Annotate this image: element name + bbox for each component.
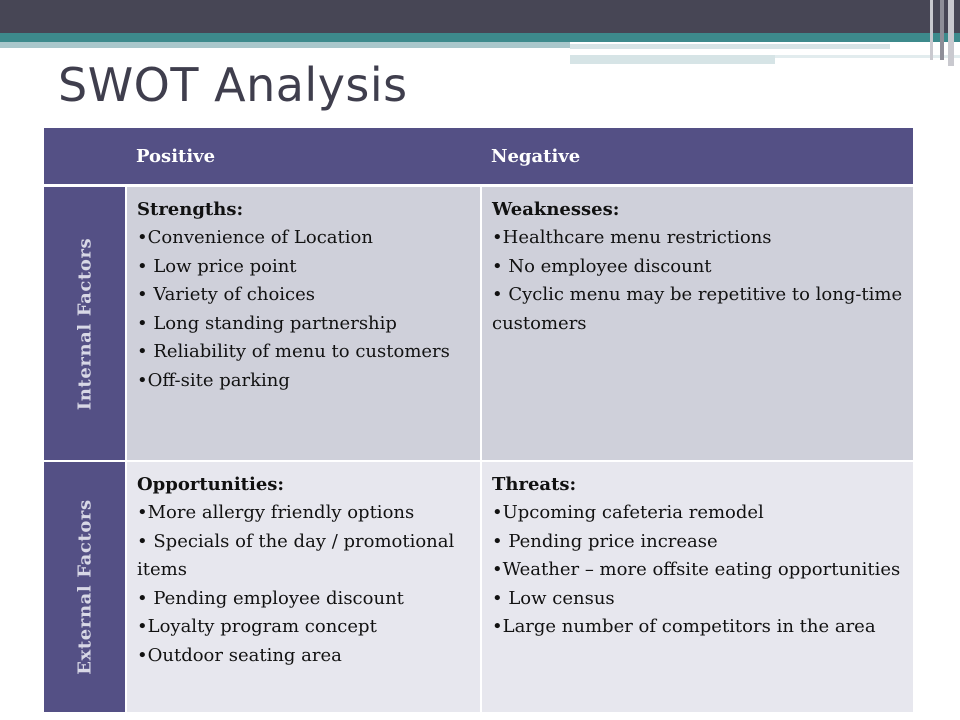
- list-item: • Low census: [492, 587, 615, 609]
- list-item: • Long standing partnership: [137, 312, 397, 334]
- top-bar-teal: [0, 33, 960, 42]
- weaknesses-heading: Weaknesses:: [492, 199, 620, 220]
- threats-heading: Threats:: [492, 474, 577, 495]
- column-header-negative: Negative: [481, 128, 913, 186]
- corner-stripe-2: [940, 0, 944, 60]
- strengths-cell: [126, 186, 481, 462]
- internal-row: [44, 186, 913, 462]
- opportunities-cell: [126, 461, 481, 712]
- list-item: •Large number of competitors in the area: [492, 616, 876, 637]
- list-item: • No employee discount: [492, 255, 712, 277]
- list-item: • Variety of choices: [137, 284, 316, 305]
- opportunities-heading: Opportunities:: [137, 474, 285, 495]
- list-item: •Convenience of Location: [137, 227, 373, 248]
- list-item: •Upcoming cafeteria remodel: [492, 502, 764, 523]
- header-row: [44, 128, 913, 186]
- top-bar-light-accent: [570, 44, 890, 49]
- list-item: • Specials of the day / promotional items: [137, 530, 455, 580]
- weaknesses-list: [492, 224, 903, 338]
- list-item: •Healthcare menu restrictions: [492, 227, 772, 248]
- row-header-internal: [44, 186, 126, 462]
- slide-title: SWOT Analysis: [58, 58, 408, 112]
- external-row: [44, 461, 913, 712]
- threats-cell: [481, 461, 913, 712]
- list-item: •Weather – more offsite eating opportunities: [492, 559, 901, 580]
- column-header-positive: Positive: [126, 128, 481, 186]
- list-item: • Pending employee discount: [137, 587, 404, 609]
- weaknesses-cell: [481, 186, 913, 462]
- list-item: •Loyalty program concept: [137, 616, 377, 637]
- strengths-heading: Strengths:: [137, 199, 244, 220]
- list-item: •Off-site parking: [137, 369, 290, 391]
- top-bar-dark: [0, 0, 960, 33]
- corner-cell: [44, 128, 126, 186]
- corner-stripe-1: [930, 0, 933, 60]
- internal-factors-label: Internal Factors: [74, 237, 95, 410]
- list-item: • Reliability of menu to customers: [137, 341, 450, 362]
- list-item: • Low price point: [137, 255, 297, 277]
- list-item: • Pending price increase: [492, 530, 718, 552]
- opportunities-list: [137, 499, 470, 670]
- top-bar-light-accent-2: [570, 55, 775, 64]
- list-item: • Cyclic menu may be repetitive to long-time customers: [492, 284, 903, 334]
- corner-stripe-3: [948, 0, 954, 66]
- strengths-list: [137, 224, 470, 395]
- swot-table: [44, 128, 913, 712]
- row-header-external: [44, 461, 126, 712]
- list-item: •Outdoor seating area: [137, 644, 342, 666]
- list-item: •More allergy friendly options: [137, 502, 415, 523]
- threats-list: [492, 499, 903, 642]
- external-factors-label: External Factors: [74, 499, 95, 675]
- top-bar-light: [0, 42, 570, 48]
